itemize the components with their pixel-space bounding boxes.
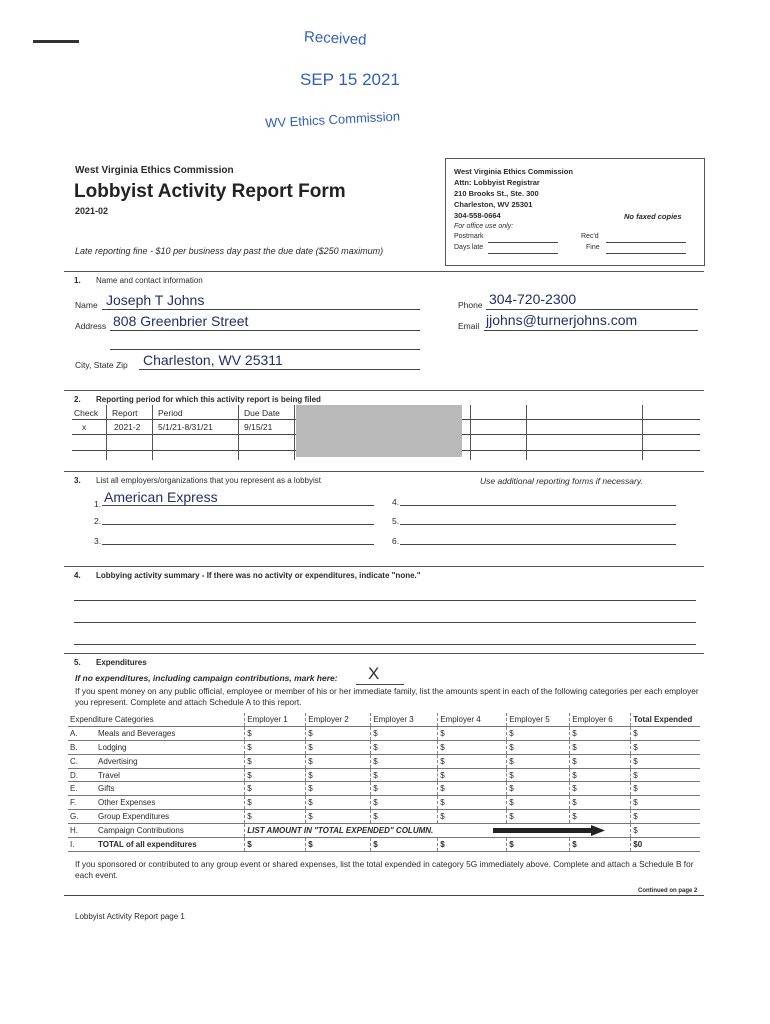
period-col-sep-7 bbox=[642, 405, 643, 460]
city-value[interactable]: Charleston, WV 25311 bbox=[143, 352, 283, 368]
row-letter: C. bbox=[68, 754, 96, 768]
fine-field[interactable] bbox=[606, 253, 686, 254]
employer-3-amount[interactable]: $ bbox=[371, 782, 438, 796]
address-field-line bbox=[110, 330, 420, 331]
late-fine-note: Late reporting fine - $10 per business day past the due date ($250 maximum) bbox=[75, 246, 384, 256]
row-label: Gifts bbox=[96, 782, 245, 796]
campaign-note-cell bbox=[245, 824, 631, 838]
total-amount[interactable]: $ bbox=[631, 782, 700, 796]
address-line-2: 210 Brooks St., Ste. 300 bbox=[454, 189, 539, 198]
col-header-employer-3: Employer 3 bbox=[371, 713, 438, 726]
period-header-report: Report bbox=[112, 408, 138, 418]
row-letter: D. bbox=[68, 768, 96, 782]
employer-2-num: 2. bbox=[94, 516, 102, 526]
section-5-number: 5. bbox=[74, 658, 81, 667]
section-4-number: 4. bbox=[74, 571, 81, 580]
grand-total[interactable]: $0 bbox=[631, 838, 700, 852]
employer-4-amount[interactable]: $ bbox=[438, 782, 507, 796]
recd-field[interactable] bbox=[606, 242, 686, 243]
period-report-value: 2021-2 bbox=[114, 422, 141, 432]
employer-3-amount[interactable]: $ bbox=[371, 768, 438, 782]
section-4-title: Lobbying activity summary - If there was no activity or expenditures, indicate "none." bbox=[96, 571, 421, 580]
period-col-sep-3 bbox=[238, 405, 239, 460]
employer-6-amount[interactable]: $ bbox=[570, 796, 631, 810]
employer-2-amount[interactable]: $ bbox=[306, 810, 371, 824]
postmark-label: Postmark bbox=[454, 233, 484, 240]
office-use-label: For office use only: bbox=[454, 223, 514, 230]
period-col-sep-2 bbox=[152, 405, 153, 460]
employer-1-amount[interactable]: $ bbox=[245, 740, 306, 754]
table-row bbox=[68, 796, 700, 810]
employer-3-amount[interactable]: $ bbox=[371, 810, 438, 824]
header-org: West Virginia Ethics Commission bbox=[75, 165, 234, 176]
employer-6-line bbox=[400, 544, 676, 545]
table-row bbox=[68, 782, 700, 796]
employer-3-amount[interactable]: $ bbox=[371, 754, 438, 768]
employer-3-num: 3. bbox=[94, 536, 102, 546]
employer-1-num: 1. bbox=[94, 499, 102, 509]
col-header-employer-5: Employer 5 bbox=[507, 713, 570, 726]
col-header-total: Total Expended bbox=[631, 713, 700, 726]
group-event-note: If you sponsored or contributed to any group event or shared expenses, list the total expended in category 5G immediately above. Complete and attach a Schedule B for each event. bbox=[75, 859, 694, 880]
employer-2-amount[interactable]: $ bbox=[306, 782, 371, 796]
days-late-field[interactable] bbox=[488, 253, 558, 254]
row-label: Group Expenditures bbox=[96, 810, 245, 824]
table-row bbox=[68, 768, 700, 782]
expenditures-header-row bbox=[68, 713, 700, 726]
page-footer: Lobbyist Activity Report page 1 bbox=[75, 912, 185, 921]
postmark-field[interactable] bbox=[488, 242, 558, 243]
name-label: Name bbox=[75, 300, 98, 310]
total-amount[interactable]: $ bbox=[631, 768, 700, 782]
row-letter: E. bbox=[68, 782, 96, 796]
employer-6-amount[interactable]: $ bbox=[570, 782, 631, 796]
fine-label: Fine bbox=[586, 244, 600, 251]
row-letter: A. bbox=[68, 726, 96, 740]
employer-5-amount[interactable]: $ bbox=[507, 726, 570, 740]
address-line-0: West Virginia Ethics Commission bbox=[454, 167, 573, 176]
period-table bbox=[72, 405, 700, 460]
table-row bbox=[68, 810, 700, 824]
activity-summary-line-1 bbox=[74, 600, 696, 601]
period-col-sep-1 bbox=[106, 405, 107, 460]
section-5-bottom-line bbox=[64, 895, 704, 896]
employer-4-total[interactable]: $ bbox=[438, 838, 507, 852]
employer-2-amount[interactable]: $ bbox=[306, 768, 371, 782]
address-line-3: Charleston, WV 25301 bbox=[454, 200, 533, 209]
row-label: Travel bbox=[96, 768, 245, 782]
phone-label: Phone bbox=[458, 300, 483, 310]
employer-4-line bbox=[400, 505, 676, 506]
employer-3-amount[interactable]: $ bbox=[371, 740, 438, 754]
phone-value[interactable]: 304-720-2300 bbox=[489, 291, 577, 307]
total-row bbox=[68, 838, 700, 852]
row-label: Advertising bbox=[96, 754, 245, 768]
employer-1-amount[interactable]: $ bbox=[245, 782, 306, 796]
row-label: Meals and Beverages bbox=[96, 726, 245, 740]
employer-6-amount[interactable]: $ bbox=[570, 726, 631, 740]
row-letter: H. bbox=[68, 824, 96, 838]
campaign-note: LIST AMOUNT IN "TOTAL EXPENDED" COLUMN. bbox=[247, 826, 434, 836]
employer-2-line bbox=[102, 524, 374, 525]
col-header-categories: Expenditure Categories bbox=[68, 713, 245, 726]
period-col-sep-4 bbox=[294, 405, 295, 460]
email-value[interactable]: jjohns@turnerjohns.com bbox=[486, 312, 638, 328]
section-1-divider bbox=[64, 271, 704, 272]
section-4-divider bbox=[64, 566, 704, 567]
period-col-sep-5 bbox=[470, 405, 471, 460]
table-row bbox=[68, 754, 700, 768]
employer-5-amount[interactable]: $ bbox=[507, 740, 570, 754]
total-amount[interactable]: $ bbox=[631, 726, 700, 740]
total-amount[interactable]: $ bbox=[631, 740, 700, 754]
expenditures-intro: If you spent money on any public official, employee or member of his or her immediate family, list the amounts spent in each of the following categories per each employer you represent. Complete and attach Schedule A to this report. bbox=[75, 686, 699, 707]
row-letter: B. bbox=[68, 740, 96, 754]
period-header-check: Check bbox=[74, 408, 99, 418]
section-3-note: Use additional reporting forms if necessary. bbox=[480, 476, 643, 486]
period-range-value: 5/1/21-8/31/21 bbox=[158, 422, 213, 432]
employer-6-amount[interactable]: $ bbox=[570, 740, 631, 754]
employer-5-num: 5. bbox=[392, 516, 400, 526]
no-faxed-note: No faxed copies bbox=[624, 212, 682, 221]
recd-label: Rec'd bbox=[581, 233, 599, 240]
employer-1-amount[interactable]: $ bbox=[245, 754, 306, 768]
row-letter: G. bbox=[68, 810, 96, 824]
col-header-employer-2: Employer 2 bbox=[306, 713, 371, 726]
employer-4-amount[interactable]: $ bbox=[438, 796, 507, 810]
no-expenditures-mark[interactable]: X bbox=[368, 664, 380, 683]
employer-4-num: 4. bbox=[392, 497, 400, 507]
continued-note: Continued on page 2 bbox=[638, 888, 698, 894]
col-header-employer-1: Employer 1 bbox=[245, 713, 306, 726]
email-field-line bbox=[484, 330, 698, 331]
section-2-divider bbox=[64, 390, 704, 391]
redacted-area bbox=[296, 405, 462, 457]
employer-2-amount[interactable]: $ bbox=[306, 740, 371, 754]
employer-5-amount[interactable]: $ bbox=[507, 782, 570, 796]
city-label: City, State Zip bbox=[75, 360, 128, 370]
row-label: TOTAL of all expenditures bbox=[96, 838, 245, 852]
campaign-row bbox=[68, 824, 700, 838]
employer-3-amount[interactable]: $ bbox=[371, 796, 438, 810]
employer-1-amount[interactable]: $ bbox=[245, 726, 306, 740]
employer-2-total[interactable]: $ bbox=[306, 838, 371, 852]
row-label: Campaign Contributions bbox=[96, 824, 245, 838]
address-line-1: Attn: Lobbyist Registrar bbox=[454, 178, 540, 187]
name-field-line bbox=[102, 309, 420, 310]
period-col-sep-6 bbox=[526, 405, 527, 460]
employer-3-amount[interactable]: $ bbox=[371, 726, 438, 740]
email-label: Email bbox=[458, 321, 480, 331]
section-3-number: 3. bbox=[74, 476, 81, 485]
employer-1-total[interactable]: $ bbox=[245, 838, 306, 852]
name-value[interactable]: Joseph T Johns bbox=[106, 292, 205, 308]
employer-4-amount[interactable]: $ bbox=[438, 754, 507, 768]
col-header-employer-4: Employer 4 bbox=[438, 713, 507, 726]
no-expenditures-line bbox=[356, 684, 404, 685]
expenditures-table bbox=[68, 713, 700, 852]
received-stamp-org: WV Ethics Commission bbox=[264, 108, 401, 131]
received-stamp-label: Received bbox=[303, 28, 367, 49]
period-header-period: Period bbox=[158, 408, 183, 418]
employer-1-line bbox=[102, 505, 374, 506]
section-1-title: Name and contact information bbox=[96, 276, 203, 285]
employer-5-amount[interactable]: $ bbox=[507, 810, 570, 824]
employer-6-amount[interactable]: $ bbox=[570, 810, 631, 824]
activity-summary-line-3 bbox=[74, 644, 696, 645]
employer-5-total[interactable]: $ bbox=[507, 838, 570, 852]
arrow-right-icon bbox=[493, 825, 605, 838]
phone-field-line bbox=[486, 309, 698, 310]
section-3-divider bbox=[64, 471, 704, 472]
section-5-divider bbox=[64, 653, 704, 654]
employer-6-total[interactable]: $ bbox=[570, 838, 631, 852]
table-row bbox=[68, 726, 700, 740]
page-title: Lobbyist Activity Report Form bbox=[74, 181, 346, 202]
address-field-line-2 bbox=[110, 349, 420, 350]
no-expenditures-label: If no expenditures, including campaign contributions, mark here: bbox=[75, 673, 338, 683]
employer-1-amount[interactable]: $ bbox=[245, 796, 306, 810]
section-5-title: Expenditures bbox=[96, 658, 147, 667]
campaign-total-amount[interactable]: $ bbox=[631, 824, 700, 838]
total-amount[interactable]: $ bbox=[631, 810, 700, 824]
employer-5-amount[interactable]: $ bbox=[507, 754, 570, 768]
employer-6-amount[interactable]: $ bbox=[570, 768, 631, 782]
employer-2-amount[interactable]: $ bbox=[306, 796, 371, 810]
address-box bbox=[445, 158, 705, 266]
employer-2-amount[interactable]: $ bbox=[306, 726, 371, 740]
row-letter: F. bbox=[68, 796, 96, 810]
employer-5-line bbox=[400, 524, 676, 525]
section-2-number: 2. bbox=[74, 395, 81, 404]
employer-5-amount[interactable]: $ bbox=[507, 796, 570, 810]
address-line-4: 304-558-0664 bbox=[454, 211, 501, 220]
row-label: Other Expenses bbox=[96, 796, 245, 810]
employer-4-amount[interactable]: $ bbox=[438, 768, 507, 782]
table-row bbox=[68, 740, 700, 754]
employer-6-num: 6. bbox=[392, 536, 400, 546]
form-code: 2021-02 bbox=[75, 206, 109, 216]
row-letter: I. bbox=[68, 838, 96, 852]
employer-2-amount[interactable]: $ bbox=[306, 754, 371, 768]
col-header-employer-6: Employer 6 bbox=[570, 713, 631, 726]
row-label: Lodging bbox=[96, 740, 245, 754]
employer-6-amount[interactable]: $ bbox=[570, 754, 631, 768]
section-1-number: 1. bbox=[74, 276, 81, 285]
period-header-due: Due Date bbox=[244, 408, 280, 418]
received-stamp-date: SEP 15 2021 bbox=[300, 70, 400, 89]
days-late-label: Days late bbox=[454, 244, 484, 251]
activity-summary-line-2 bbox=[74, 622, 696, 623]
section-2-title: Reporting period for which this activity report is being filed bbox=[96, 395, 321, 404]
city-field-line bbox=[139, 369, 420, 370]
employer-3-total[interactable]: $ bbox=[371, 838, 438, 852]
total-amount[interactable]: $ bbox=[631, 796, 700, 810]
address-label: Address bbox=[75, 321, 107, 331]
employer-4-amount[interactable]: $ bbox=[438, 740, 507, 754]
period-check-mark[interactable]: x bbox=[82, 422, 87, 432]
total-amount[interactable]: $ bbox=[631, 754, 700, 768]
employer-1-amount[interactable]: $ bbox=[245, 810, 306, 824]
employer-1-value[interactable]: American Express bbox=[104, 489, 218, 505]
employer-3-line bbox=[102, 544, 374, 545]
period-due-value: 9/15/21 bbox=[244, 422, 273, 432]
scan-mark bbox=[33, 40, 79, 43]
address-value[interactable]: 808 Greenbrier Street bbox=[113, 313, 249, 329]
employer-4-amount[interactable]: $ bbox=[438, 810, 507, 824]
section-3-title: List all employers/organizations that you represent as a lobbyist bbox=[96, 476, 322, 485]
employer-5-amount[interactable]: $ bbox=[507, 768, 570, 782]
employer-1-amount[interactable]: $ bbox=[245, 768, 306, 782]
employer-4-amount[interactable]: $ bbox=[438, 726, 507, 740]
